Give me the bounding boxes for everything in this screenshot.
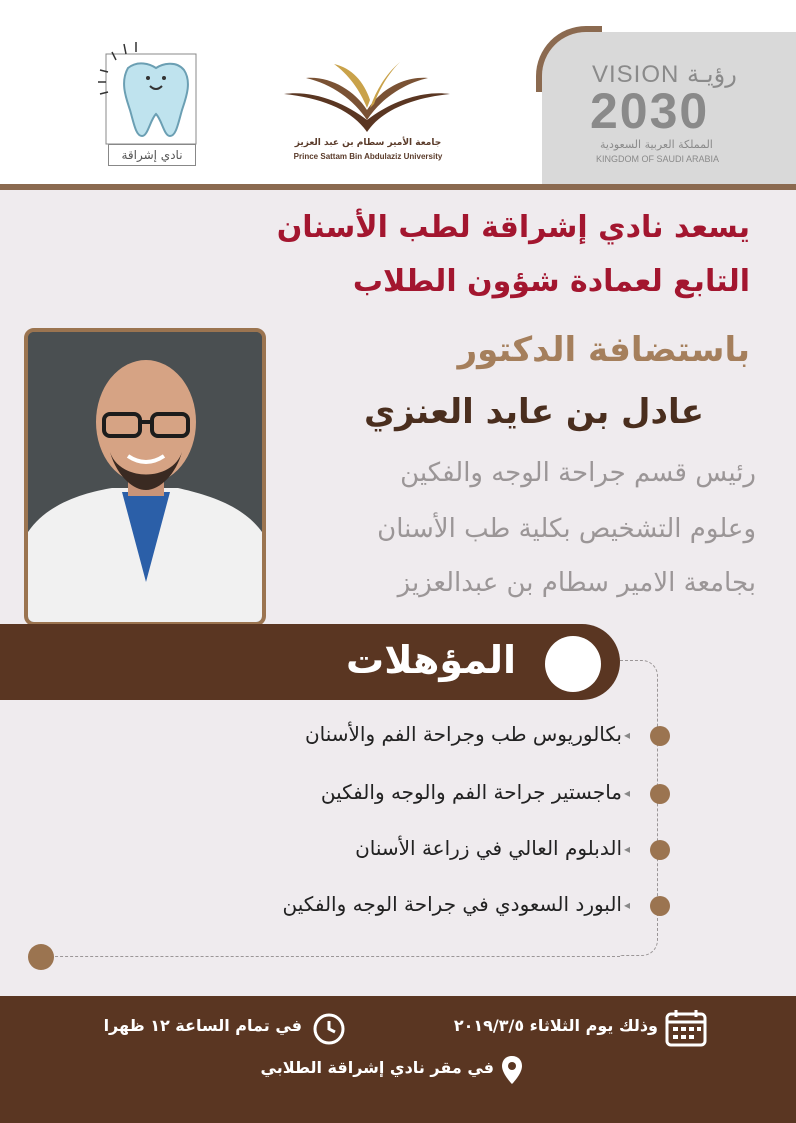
location-pin-icon (500, 1054, 524, 1086)
doctor-name: عادل بن عايد العنزي (363, 392, 704, 432)
event-location: في مقر نادي إشراقة الطلابي (260, 1058, 494, 1077)
university-arabic-name: جامعة الأمير سطام بن عبد العزيز (294, 138, 442, 148)
tooth-club-logo-icon (92, 40, 202, 150)
doctor-photo (24, 328, 266, 626)
vision-year: 2030 (590, 83, 710, 139)
arrow-left-icon: ◂ (624, 842, 631, 856)
arrow-left-icon: ◂ (624, 728, 631, 742)
qualification-bullet-icon (650, 726, 670, 746)
connector-end-dot (28, 944, 54, 970)
qualification-item: البورد السعودي في جراحة الوجه والفكين (282, 892, 622, 916)
qualification-item: بكالوريوس طب وجراحة الفم والأسنان (304, 722, 622, 746)
position-line-1: رئيس قسم جراحة الوجه والفكين (400, 458, 756, 488)
position-line-3: بجامعة الامير سطام بن عبدالعزيز (397, 568, 756, 598)
calendar-icon (664, 1008, 708, 1048)
qualification-bullet-icon (650, 840, 670, 860)
qualification-bullet-icon (650, 896, 670, 916)
position-line-2: وعلوم التشخيص بكلية طب الأسنان (377, 514, 756, 544)
university-logo-icon (282, 60, 452, 140)
qualifications-connector-bottom (40, 956, 620, 957)
arrow-left-icon: ◂ (624, 898, 631, 912)
qualification-item: الدبلوم العالي في زراعة الأسنان (355, 836, 622, 860)
headline-line-1: يسعد نادي إشراقة لطب الأسنان (276, 210, 750, 245)
vision-english-country: KINGDOM OF SAUDI ARABIA (596, 154, 720, 164)
arrow-left-icon: ◂ (624, 786, 631, 800)
event-time: في تمام الساعة ١٢ ظهرا (103, 1016, 302, 1035)
header-divider (0, 184, 796, 190)
vision-label: VISION رؤيـة (592, 61, 737, 88)
club-logo-label: نادي إشراقة (108, 144, 196, 166)
university-english-name: Prince Sattam Bin Abdulaziz University (293, 152, 443, 161)
clock-icon (312, 1012, 346, 1046)
hosting-label: باستضافة الدكتور (457, 330, 750, 370)
vision-arabic-country: المملكة العربية السعودية (600, 138, 713, 151)
qualifications-title: المؤهلات (346, 638, 516, 682)
qualification-bullet-icon (650, 784, 670, 804)
event-date: وذلك يوم الثلاثاء ٢٠١٩/٣/٥ (453, 1016, 658, 1035)
qualifications-circle-icon (545, 636, 601, 692)
qualification-item: ماجستير جراحة الفم والوجه والفكين (320, 780, 622, 804)
headline-line-2: التابع لعمادة شؤون الطلاب (352, 264, 750, 299)
